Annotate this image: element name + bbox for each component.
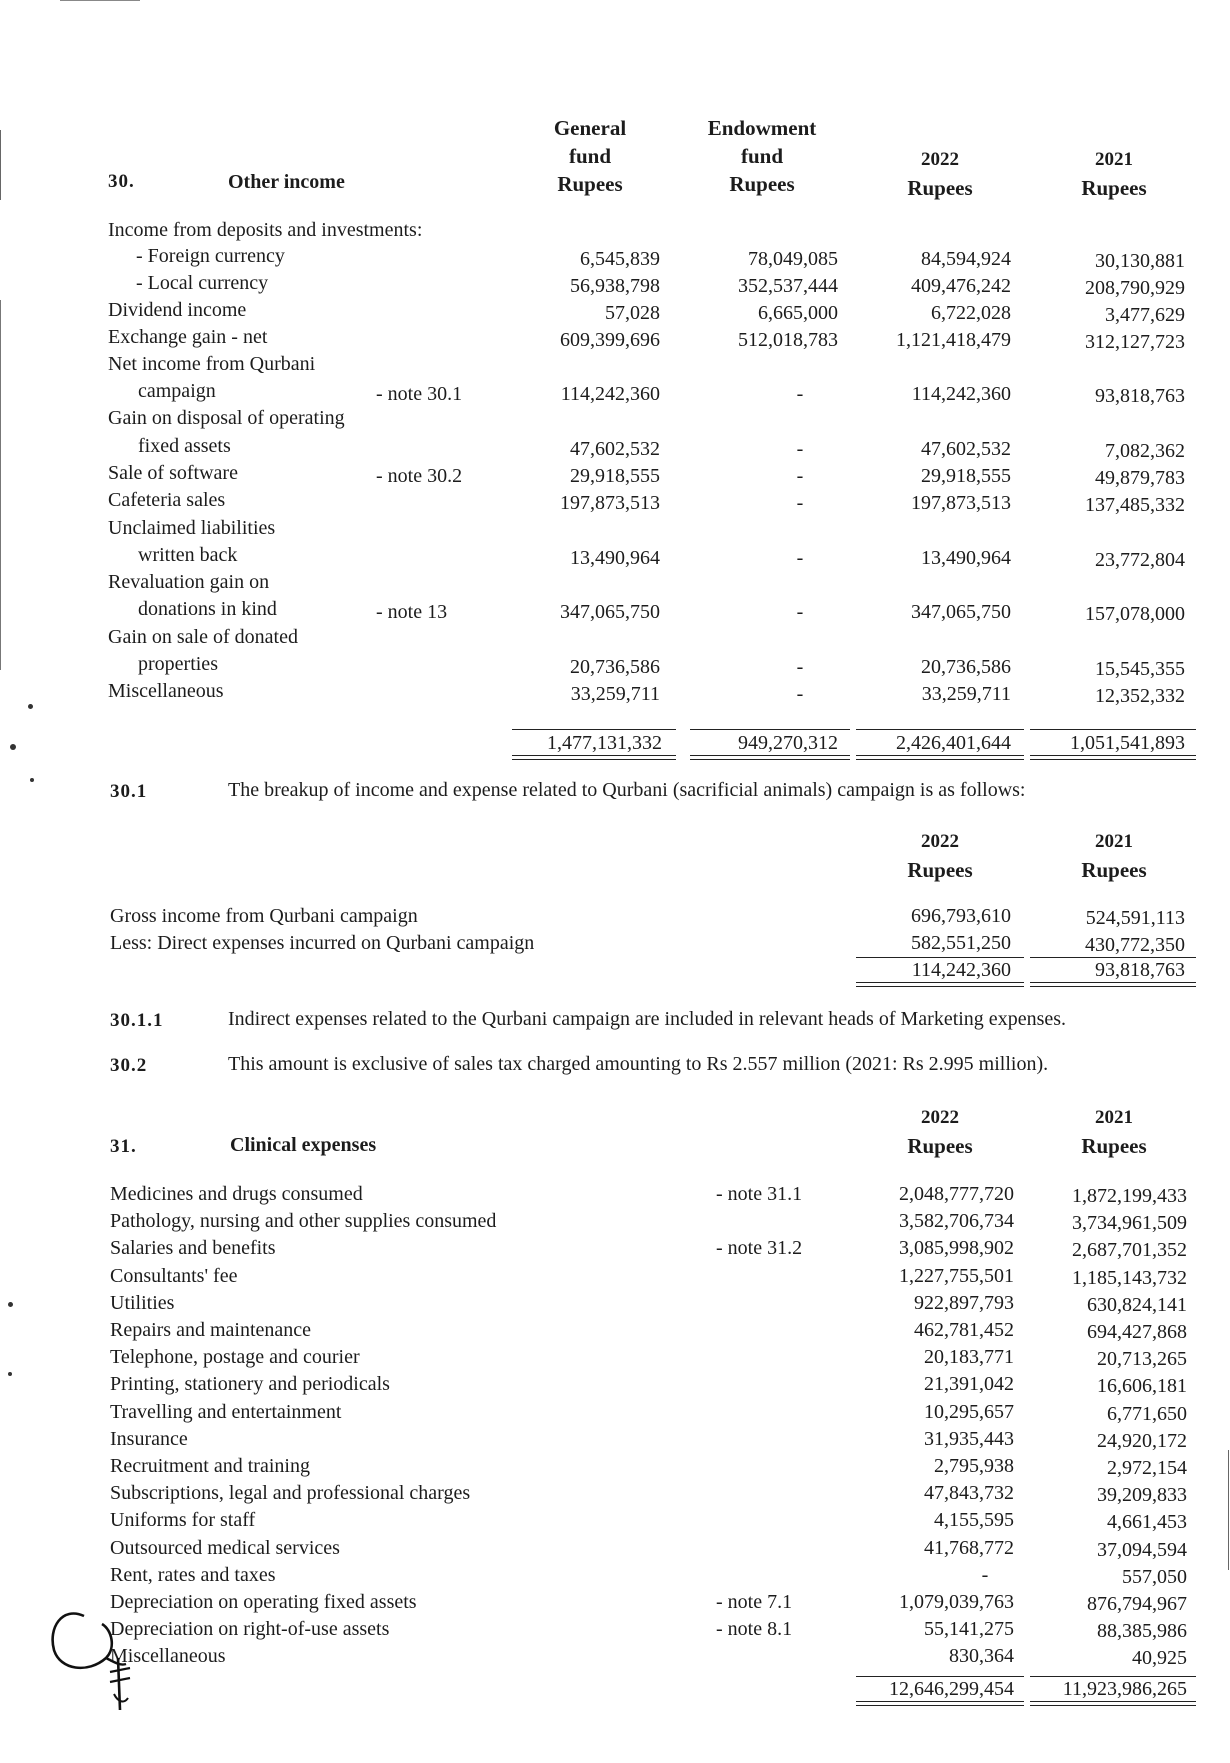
- row-label: Net income from Qurbani: [108, 353, 316, 375]
- qurbani-underline-2021-1: [1030, 982, 1196, 983]
- row-label: Exchange gain - net: [108, 326, 268, 348]
- row-label: Sale of software: [108, 462, 238, 484]
- cell-endowment: -: [796, 601, 804, 623]
- header-endowment-line1: Endowment: [707, 116, 817, 140]
- cell-2022: 41,768,772: [924, 1537, 1014, 1559]
- total-underline-endowment-1: [690, 755, 850, 756]
- total-rule-2022: [856, 729, 1024, 730]
- header-endowment-fund: [676, 114, 848, 198]
- total-underline-2022-2: [856, 759, 1024, 760]
- cell-2021: 16,606,181: [1097, 1375, 1187, 1397]
- note-30-1-1-text: Indirect expenses related to the Qurbani campaign are included in relevant heads of Marketing expenses.: [228, 1008, 1067, 1030]
- cell-2022: 830,364: [949, 1645, 1014, 1667]
- qurbani-header-2022-unit: Rupees: [907, 858, 973, 882]
- cell-endowment: 352,537,444: [738, 275, 838, 297]
- cell-2022: 1,227,755,501: [899, 1265, 1014, 1287]
- cell-2021: 4,661,453: [1107, 1511, 1187, 1533]
- cell-2021: 208,790,929: [1085, 277, 1185, 299]
- cell-2022: 696,793,610: [911, 905, 1011, 927]
- row-label: fixed assets: [138, 435, 231, 457]
- cell-2021: 23,772,804: [1095, 549, 1185, 571]
- row-label: Gain on disposal of operating: [108, 407, 345, 429]
- header-general-line2: fund: [568, 144, 612, 168]
- total-2021: 1,051,541,893: [1070, 732, 1185, 754]
- total-general: 1,477,131,332: [547, 732, 662, 754]
- header-general-line3: Rupees: [557, 172, 623, 196]
- cell-2022: 582,551,250: [911, 932, 1011, 954]
- row-label: Utilities: [110, 1292, 175, 1314]
- cell-2022: 347,065,750: [911, 601, 1011, 623]
- row-label: Dividend income: [108, 299, 247, 321]
- cell-2022: 1,079,039,763: [899, 1591, 1014, 1613]
- total-underline-general-2: [512, 759, 676, 760]
- row-label: Telephone, postage and courier: [110, 1346, 360, 1368]
- qurbani-header-2021-year: 2021: [1095, 831, 1133, 852]
- qurbani-header-2021: [1044, 828, 1184, 884]
- cell-2021: 2,972,154: [1107, 1457, 1187, 1479]
- qurbani-header-2022: [870, 828, 1010, 884]
- cell-2022: 20,736,586: [921, 656, 1011, 678]
- cell-general: 57,028: [605, 302, 660, 324]
- qurbani-underline-2021-2: [1030, 986, 1196, 987]
- row-note: - note 13: [376, 601, 448, 623]
- qurbani-total-2022: 114,242,360: [911, 959, 1011, 981]
- row-label: campaign: [138, 380, 216, 402]
- cell-general: 29,918,555: [570, 465, 660, 487]
- header-2021: [1044, 146, 1184, 202]
- section-30-title: Other income: [228, 171, 345, 193]
- row-label: - Foreign currency: [136, 245, 285, 267]
- row-note: - note 8.1: [716, 1618, 793, 1640]
- cell-2021: 15,545,355: [1095, 658, 1185, 680]
- cell-2021: 1,872,199,433: [1072, 1185, 1187, 1207]
- cell-endowment: -: [796, 383, 804, 405]
- row-label: Pathology, nursing and other supplies consumed: [110, 1210, 497, 1232]
- note-30-1-1-number: 30.1.1: [110, 1010, 164, 1031]
- cell-endowment: -: [796, 438, 804, 460]
- row-label: Travelling and entertainment: [110, 1401, 342, 1423]
- row-label: Gain on sale of donated: [108, 626, 298, 648]
- clinical-header-2021-unit: Rupees: [1081, 1134, 1147, 1158]
- row-label: Recruitment and training: [110, 1455, 310, 1477]
- section-30-number: 30.: [108, 171, 135, 192]
- cell-2022: 29,918,555: [921, 465, 1011, 487]
- cell-2022: 4,155,595: [934, 1509, 1014, 1531]
- cell-2021: 39,209,833: [1097, 1484, 1187, 1506]
- cell-2021: 694,427,868: [1087, 1321, 1187, 1343]
- total-rule-2021: [1030, 729, 1196, 730]
- cell-2021: 88,385,986: [1097, 1620, 1187, 1642]
- note-30-2-number: 30.2: [110, 1055, 148, 1076]
- cell-2021: 37,094,594: [1097, 1539, 1187, 1561]
- cell-2021: 1,185,143,732: [1072, 1267, 1187, 1289]
- total-underline-2022-1: [856, 755, 1024, 756]
- scan-dot: [10, 744, 16, 750]
- header-2021-year: 2021: [1095, 149, 1133, 170]
- row-label: Gross income from Qurbani campaign: [110, 905, 418, 927]
- cell-2021: 137,485,332: [1085, 494, 1185, 516]
- note-30-1-text: The breakup of income and expense related to Qurbani (sacrificial animals) campaign is as follows:: [228, 779, 1026, 801]
- header-endowment-line2: fund: [740, 144, 784, 168]
- row-label: properties: [138, 653, 218, 675]
- header-2022-year: 2022: [921, 149, 959, 170]
- handwritten-initials: [44, 1598, 134, 1718]
- row-label: Insurance: [110, 1428, 188, 1450]
- clinical-header-2021-year: 2021: [1095, 1107, 1133, 1128]
- qurbani-header-2021-unit: Rupees: [1081, 858, 1147, 882]
- row-label: Less: Direct expenses incurred on Qurbani campaign: [110, 932, 535, 954]
- cell-general: 6,545,839: [580, 248, 660, 270]
- cell-2021: 557,050: [1122, 1566, 1187, 1588]
- row-note: - note 30.1: [376, 383, 463, 405]
- cell-endowment: -: [796, 547, 804, 569]
- cell-general: 13,490,964: [570, 547, 660, 569]
- clinical-header-2022-year: 2022: [921, 1107, 959, 1128]
- qurbani-underline-2022-2: [856, 986, 1024, 987]
- row-label: donations in kind: [138, 598, 277, 620]
- cell-2021: 524,591,113: [1085, 907, 1185, 929]
- qurbani-header-2022-year: 2022: [921, 831, 959, 852]
- scan-left-edge-1: [0, 130, 1, 200]
- cell-2021: 30,130,881: [1095, 250, 1185, 272]
- clinical-total-2021: 11,923,986,265: [1062, 1678, 1187, 1700]
- row-note: - note 30.2: [376, 465, 463, 487]
- cell-2022: 922,897,793: [914, 1292, 1014, 1314]
- cell-2022: 21,391,042: [924, 1373, 1014, 1395]
- cell-endowment: 512,018,783: [738, 329, 838, 351]
- scan-left-edge-2: [0, 300, 1, 670]
- total-underline-2021-2: [1030, 759, 1196, 760]
- total-rule-general: [512, 729, 676, 730]
- row-note: - note 31.1: [716, 1183, 803, 1205]
- clinical-underline-2021-1: [1030, 1701, 1196, 1702]
- note-30-1-number: 30.1: [110, 781, 148, 802]
- cell-2022: 3,085,998,902: [899, 1237, 1014, 1259]
- scan-dot: [28, 704, 33, 709]
- total-underline-general-1: [512, 755, 676, 756]
- cell-2022: 3,582,706,734: [899, 1210, 1014, 1232]
- row-label: Outsourced medical services: [110, 1537, 340, 1559]
- row-note: - note 7.1: [716, 1591, 793, 1613]
- cell-2021: 6,771,650: [1107, 1403, 1187, 1425]
- header-2022: [870, 146, 1010, 202]
- total-endowment: 949,270,312: [738, 732, 838, 754]
- row-label: Cafeteria sales: [108, 489, 226, 511]
- cell-2021: 7,082,362: [1105, 440, 1185, 462]
- cell-2021: 3,734,961,509: [1072, 1212, 1187, 1234]
- cell-2022: 84,594,924: [921, 248, 1011, 270]
- clinical-header-2022: [870, 1104, 1010, 1160]
- row-label: - Local currency: [136, 272, 269, 294]
- cell-2021: 12,352,332: [1095, 685, 1185, 707]
- cell-endowment: -: [796, 683, 804, 705]
- row-label: Rent, rates and taxes: [110, 1564, 276, 1586]
- clinical-underline-2022-1: [856, 1701, 1024, 1702]
- clinical-header-2022-unit: Rupees: [907, 1134, 973, 1158]
- row-label: Depreciation on right-of-use assets: [110, 1618, 390, 1640]
- clinical-underline-2022-2: [856, 1705, 1024, 1706]
- cell-2022: 1,121,418,479: [896, 329, 1011, 351]
- cell-endowment: 78,049,085: [748, 248, 838, 270]
- cell-2022: 10,295,657: [924, 1401, 1014, 1423]
- row-label: Salaries and benefits: [110, 1237, 276, 1259]
- header-general-line1: General: [553, 116, 627, 140]
- scan-dot: [8, 1302, 13, 1307]
- row-note: - note 31.2: [716, 1237, 803, 1259]
- header-2022-unit: Rupees: [907, 176, 973, 200]
- cell-2022: 2,795,938: [934, 1455, 1014, 1477]
- scan-edge-mark: [60, 0, 140, 1]
- cell-2021: 24,920,172: [1097, 1430, 1187, 1452]
- cell-2021: 93,818,763: [1095, 385, 1185, 407]
- section-31-number: 31.: [110, 1136, 137, 1157]
- row-label: Subscriptions, legal and professional charges: [110, 1482, 471, 1504]
- cell-2022: 47,602,532: [921, 438, 1011, 460]
- section-31-title: Clinical expenses: [230, 1134, 377, 1156]
- cell-2021: 40,925: [1132, 1647, 1187, 1669]
- cell-endowment: -: [796, 656, 804, 678]
- qurbani-total-2021: 93,818,763: [1095, 959, 1185, 981]
- cell-2021: 157,078,000: [1085, 603, 1185, 625]
- cell-2022: 6,722,028: [931, 302, 1011, 324]
- clinical-header-2021: [1044, 1104, 1184, 1160]
- cell-2022: 31,935,443: [924, 1428, 1014, 1450]
- row-label: written back: [138, 544, 238, 566]
- row-label: Income from deposits and investments:: [108, 219, 423, 241]
- row-label: Unclaimed liabilities: [108, 517, 276, 539]
- scan-dot: [8, 1372, 12, 1376]
- cell-2022: 114,242,360: [911, 383, 1011, 405]
- cell-2022: 2,048,777,720: [899, 1183, 1014, 1205]
- cell-2021: 630,824,141: [1087, 1294, 1187, 1316]
- cell-2021: 430,772,350: [1085, 934, 1185, 956]
- row-label: Printing, stationery and periodicals: [110, 1373, 390, 1395]
- cell-2022: 55,141,275: [924, 1618, 1014, 1640]
- cell-general: 20,736,586: [570, 656, 660, 678]
- cell-endowment: 6,665,000: [758, 302, 838, 324]
- cell-2021: 49,879,783: [1095, 467, 1185, 489]
- total-underline-2021-1: [1030, 755, 1196, 756]
- cell-endowment: -: [796, 465, 804, 487]
- cell-general: 114,242,360: [560, 383, 660, 405]
- cell-general: 347,065,750: [560, 601, 660, 623]
- qurbani-underline-2022-1: [856, 982, 1024, 983]
- cell-general: 609,399,696: [560, 329, 660, 351]
- cell-2022: 20,183,771: [924, 1346, 1014, 1368]
- row-label: Miscellaneous: [110, 1645, 226, 1667]
- row-label: Uniforms for staff: [110, 1509, 256, 1531]
- row-label: Revaluation gain on: [108, 571, 270, 593]
- header-general-fund: [520, 114, 660, 198]
- cell-2022: 47,843,732: [924, 1482, 1014, 1504]
- row-label: Miscellaneous: [108, 680, 224, 702]
- cell-2022: 13,490,964: [921, 547, 1011, 569]
- row-label: Depreciation on operating fixed assets: [110, 1591, 417, 1613]
- cell-general: 33,259,711: [570, 683, 660, 705]
- cell-2022: 462,781,452: [914, 1319, 1014, 1341]
- row-label: Medicines and drugs consumed: [110, 1183, 363, 1205]
- cell-2021: 20,713,265: [1097, 1348, 1187, 1370]
- cell-2021: 312,127,723: [1085, 331, 1185, 353]
- cell-2022: 33,259,711: [921, 683, 1011, 705]
- total-rule-endowment: [690, 729, 850, 730]
- cell-general: 47,602,532: [570, 438, 660, 460]
- clinical-underline-2021-2: [1030, 1705, 1196, 1706]
- cell-general: 197,873,513: [560, 492, 660, 514]
- scan-dot: [30, 778, 34, 782]
- total-2022: 2,426,401,644: [896, 732, 1011, 754]
- cell-2021: 3,477,629: [1105, 304, 1185, 326]
- clinical-total-2022: 12,646,299,454: [889, 1678, 1014, 1700]
- cell-general: 56,938,798: [570, 275, 660, 297]
- note-30-2-text: This amount is exclusive of sales tax charged amounting to Rs 2.557 million (2021: Rs 2.995 million).: [228, 1053, 1049, 1075]
- cell-2022: -: [981, 1564, 989, 1586]
- header-2021-unit: Rupees: [1081, 176, 1147, 200]
- cell-2022: 409,476,242: [911, 275, 1011, 297]
- total-underline-endowment-2: [690, 759, 850, 760]
- cell-2021: 2,687,701,352: [1072, 1239, 1187, 1261]
- cell-endowment: -: [796, 492, 804, 514]
- cell-2021: 876,794,967: [1087, 1593, 1187, 1615]
- cell-2022: 197,873,513: [911, 492, 1011, 514]
- row-label: Repairs and maintenance: [110, 1319, 312, 1341]
- scan-right-edge: [1228, 1450, 1229, 1570]
- header-endowment-line3: Rupees: [729, 172, 795, 196]
- row-label: Consultants' fee: [110, 1265, 238, 1287]
